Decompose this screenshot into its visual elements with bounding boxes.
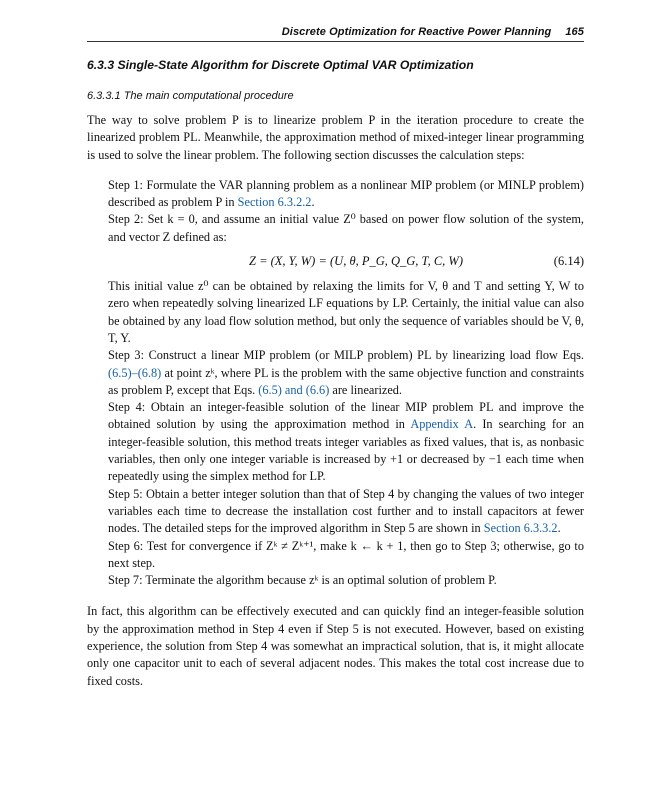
page — [87, 26, 584, 690]
step-6: Step 6: Test for convergence if Zᵏ ≠ Zᵏ⁺¹, make k ← k + 1, then go to Step 3; otherwise, go to next step. — [108, 538, 584, 570]
step-3-text-b: at point zᵏ, where PL is the problem with the same objective function and constraints as problem P, except that Eqs. — [108, 365, 584, 397]
step-1-text: Step 1: Formulate the VAR planning problem as a nonlinear MIP problem (or MINLP problem) described as problem P in — [108, 177, 584, 210]
running-title: Discrete Optimization for Reactive Power Planning — [281, 26, 552, 38]
step-2: Step 2: Set k = 0, and assume an initial value Z⁰ based on power flow solution of the system, and vector Z defined as: — [108, 212, 584, 244]
equation-link-6-5-6-8[interactable]: (6.5)–(6.8) — [108, 365, 162, 380]
step-3-text-a: Step 3: Construct a linear MIP problem (or MILP problem) PL by linearizing load flow Eqs. — [108, 348, 584, 363]
appendix-a-link[interactable]: Appendix A — [410, 417, 474, 432]
intro-paragraph: The way to solve problem P is to linearize problem P in the iteration procedure to create the linearized problem PL. Meanwhile, the approximation method of mixed-integer linear programming is used to solve the linear problem. The following section discusses the calculation steps: — [87, 113, 584, 162]
step-5 — [108, 486, 584, 538]
step-1 — [108, 177, 584, 212]
step-4-text-b: . In searching for an integer-feasible solution, this method treats integer variables as fixed values, that is, as nonbasic variables, then only one integer variable is increased by +1 or decreased by −1 each time when repeatedly using the simplex method for LP. — [108, 417, 584, 484]
equation-formula: Z = (X, Y, W) = (U, θ, P_G, Q_G, T, C, W) — [249, 254, 463, 269]
step-5-text-b: . — [557, 521, 561, 536]
subsection-title: 6.3.3.1 The main computational procedure — [87, 90, 294, 102]
section-link-6-3-2-2[interactable]: Section 6.3.2.2 — [237, 195, 312, 210]
section-link-6-3-3-2[interactable]: Section 6.3.3.2 — [483, 521, 558, 536]
equation-link-6-5-6-6[interactable]: (6.5) and (6.6) — [258, 382, 330, 397]
step-1-end: . — [311, 195, 315, 210]
steps-block — [108, 177, 584, 590]
step-7: Step 7: Terminate the algorithm because zᵏ is an optimal solution of problem P. — [108, 573, 497, 588]
section-title: 6.3.3 Single-State Algorithm for Discrete Optimal VAR Optimization — [87, 58, 474, 72]
equation-6-14 — [108, 254, 584, 272]
step-4 — [108, 399, 584, 485]
step-3-text-c: are linearized. — [329, 382, 403, 397]
running-header — [87, 26, 584, 42]
page-number: 165 — [565, 26, 584, 38]
conclusion-paragraph: In fact, this algorithm can be effectively executed and can quickly find an integer-feasible solution by the approximation method in Step 4 even if Step 5 is not executed. However, based on existing experience, the solution from Step 4 was somewhat an impractical solution, that is, it might allocate only one capacitor unit to each of several adjacent nodes. This makes the total cost increase due to fixed costs. — [87, 604, 584, 688]
step-5-text-a: Step 5: Obtain a better integer solution than that of Step 4 by changing the values of two integer variables each time to decrease the installation cost further and to install capacitors at fewer nodes. The detailed steps for the improved algorithm in Step 5 are shown in — [108, 486, 584, 536]
step-2-continuation: This initial value z⁰ can be obtained by relaxing the limits for V, θ and T and setting Y, W to zero when repeatedly solving linearized LF equations by LP. Certainly, the initial value can also be obtained by any load flow solution method, but only the sequence of variables should be V, θ, T, Y. — [108, 279, 584, 345]
step-4-text-a: Step 4: Obtain an integer-feasible solution of the linear MIP problem PL and improve the obtained solution by using the approximation method in — [108, 400, 584, 432]
equation-number: (6.14) — [553, 254, 584, 269]
step-3 — [108, 347, 584, 399]
